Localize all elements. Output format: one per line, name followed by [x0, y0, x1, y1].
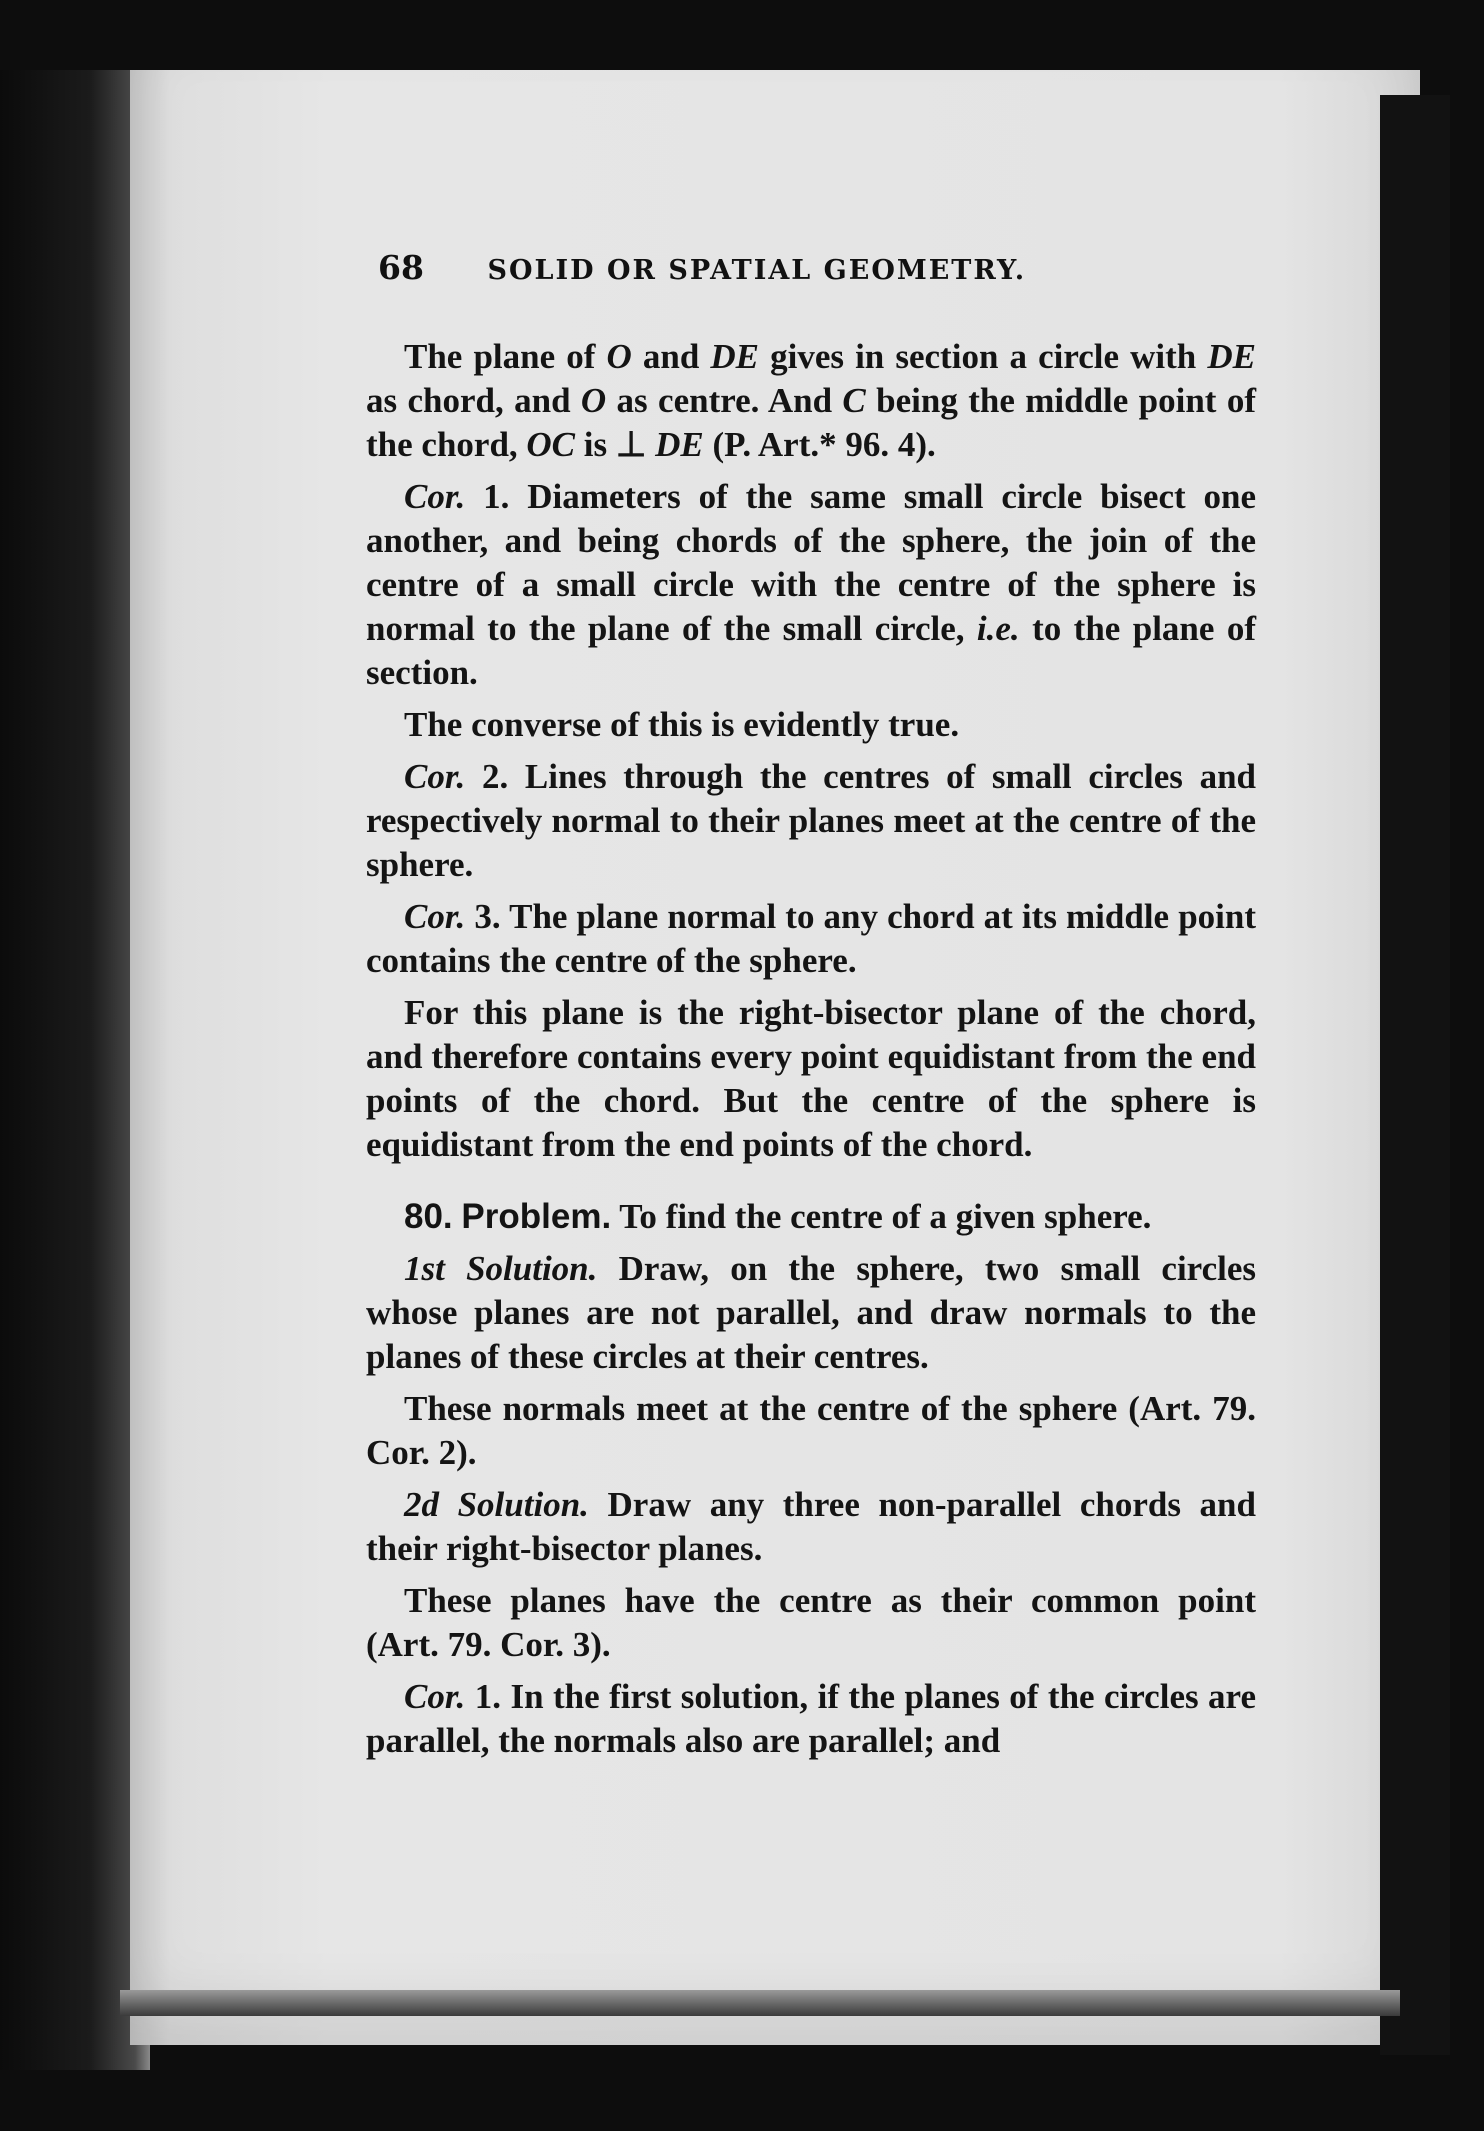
page-body [366, 335, 1256, 1771]
converse-statement: The converse of this is evidently true. [404, 705, 960, 744]
page-bottom-edge [120, 1990, 1400, 2016]
running-header [378, 248, 1026, 287]
corollary-label: Cor. [404, 897, 466, 936]
first-solution: 1st Solution. Draw, on the sphere, two small circles whose planes are not parallel, and draw normals to the planes of these circles at their centres. [366, 1249, 1256, 1376]
page-number: 68 [378, 248, 424, 287]
corollary-label: Cor. [404, 1677, 466, 1716]
corollary-1: Cor. 1. Diameters of the same small circle bisect one another, and being chords of the sphere, the join of the centre of a small circle with the centre of the sphere is normal to the plane of the small circle, i.e. to the plane of section. [366, 477, 1256, 692]
corollary-3: Cor. 3. The plane normal to any chord at its middle point contains the centre of the sphere. [366, 897, 1256, 980]
corollary-final: Cor. 1. In the first solution, if the planes of the circles are parallel, the normals also are parallel; and [366, 1677, 1256, 1760]
page-edge-shadow [1380, 95, 1450, 2055]
solution-label: 2d Solution. [404, 1485, 589, 1524]
corollary-3-reason: For this plane is the right-bisector plane of the chord, and therefore contains every point equidistant from the end points of the chord. But the centre of the sphere is equidistant from the end points of the chord. [366, 993, 1256, 1164]
corollary-label: Cor. [404, 477, 466, 516]
running-title: SOLID OR SPATIAL GEOMETRY. [487, 255, 1027, 286]
article-80-problem: 80. Problem. To find the centre of a given sphere. [404, 1197, 1152, 1236]
first-solution-reason: These normals meet at the centre of the sphere (Art. 79. Cor. 2). [366, 1389, 1256, 1472]
problem-label: Problem. [461, 1197, 612, 1236]
binding-gutter [0, 70, 150, 2070]
article-number: 80. [404, 1197, 453, 1236]
corollary-2: Cor. 2. Lines through the centres of small circles and respectively normal to their planes meet at the centre of the sphere. [366, 757, 1256, 884]
solution-label: 1st Solution. [404, 1249, 598, 1288]
paragraph-plane-section: The plane of O and DE gives in section a circle with DE as chord, and O as centre. And C being the middle point of the chord, OC is ⊥ DE (P. Art.* 96. 4). [366, 337, 1256, 464]
second-solution-reason: These planes have the centre as their common point (Art. 79. Cor. 3). [366, 1581, 1256, 1664]
second-solution: 2d Solution. Draw any three non-parallel chords and their right-bisector planes. [366, 1485, 1256, 1568]
corollary-label: Cor. [404, 757, 466, 796]
